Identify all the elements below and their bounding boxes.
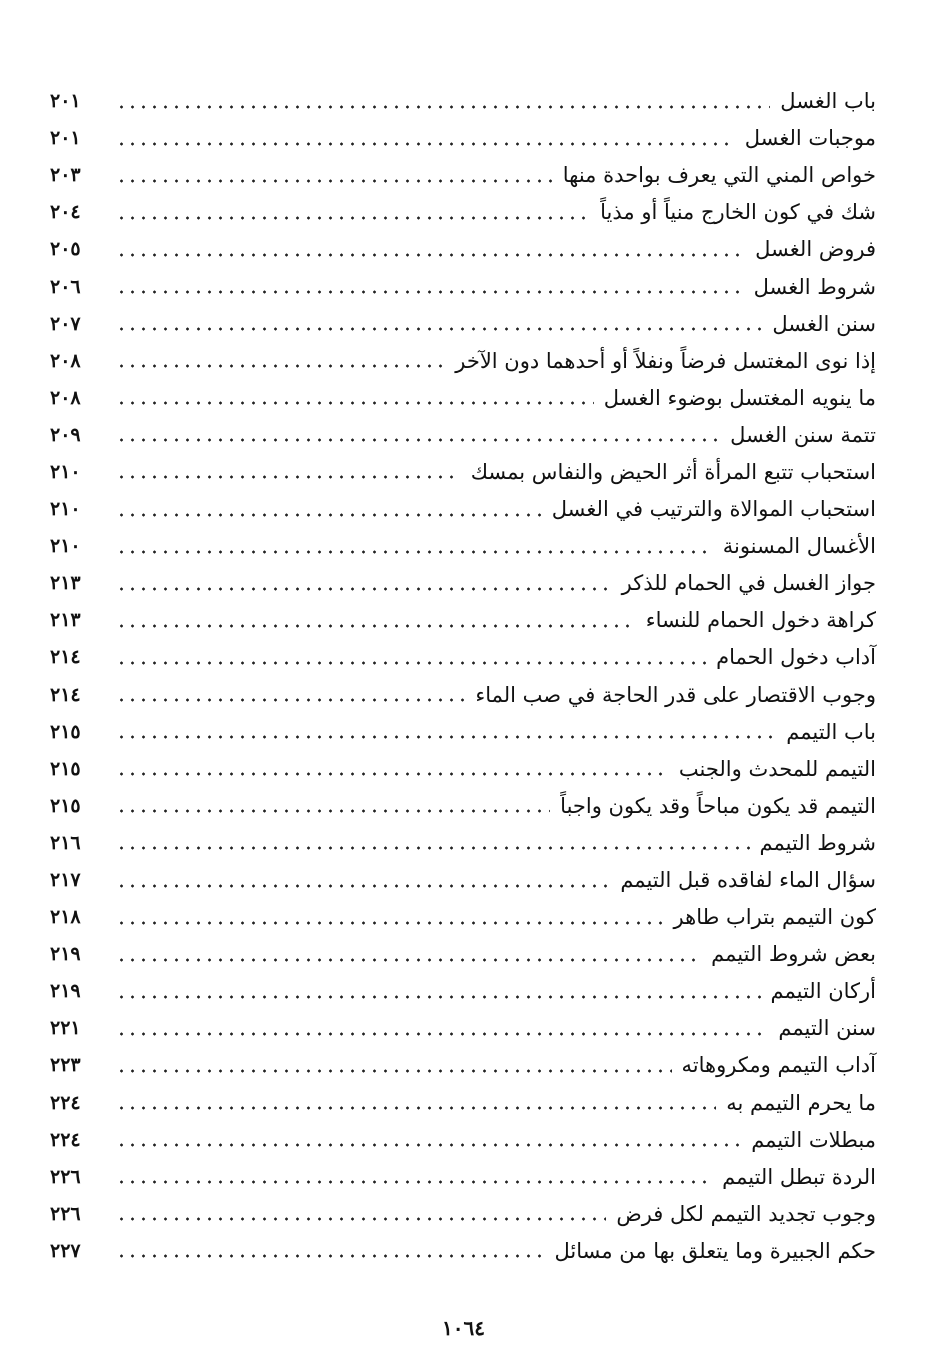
- dot-leader: [116, 550, 713, 554]
- toc-entry-page-number: ٢١٠: [50, 498, 81, 521]
- toc-entry-page-number: ٢٢٤: [50, 1128, 81, 1151]
- toc-entry: [50, 83, 876, 120]
- toc-entry: [50, 194, 876, 231]
- toc-entry: [50, 936, 876, 973]
- toc-entry-title: الردة تبطل التيمم: [722, 1164, 876, 1189]
- toc-entry-page-number: ٢١٦: [50, 831, 81, 854]
- dot-leader: [116, 735, 776, 739]
- toc-entry-title: وجوب تجديد التيمم لكل فرض: [616, 1201, 876, 1226]
- toc-entry-title: مبطلات التيمم: [751, 1127, 876, 1152]
- toc-entry-page-number: ٢١٧: [50, 869, 81, 892]
- toc-entry-title: باب التيمم: [786, 719, 876, 744]
- dot-leader: [116, 475, 461, 479]
- toc-entry-title: فروض الغسل: [755, 237, 876, 262]
- toc-entry-page-number: ٢٢١: [50, 1017, 81, 1040]
- dot-leader: [116, 253, 745, 257]
- dot-leader: [116, 513, 542, 517]
- toc-entry-page-number: ٢١٤: [50, 683, 81, 706]
- dot-leader: [116, 846, 750, 850]
- toc-entry: [50, 528, 876, 565]
- toc-entry-page-number: ٢١٩: [50, 980, 81, 1003]
- toc-entry: [50, 268, 876, 305]
- dot-leader: [116, 438, 720, 442]
- toc-entry: [50, 380, 876, 417]
- toc-entry-title: كون التيمم بتراب طاهر: [673, 905, 876, 930]
- toc-entry: [50, 306, 876, 343]
- dot-leader: [116, 216, 590, 220]
- toc-entry-title: خواص المني التي يعرف بواحدة منها: [562, 163, 876, 188]
- toc-entry-title: سنن التيمم: [778, 1016, 876, 1041]
- dot-leader: [116, 142, 735, 146]
- dot-leader: [116, 884, 610, 888]
- toc-entry-page-number: ٢١٩: [50, 943, 81, 966]
- toc-entry: [50, 120, 876, 157]
- toc-entry: [50, 714, 876, 751]
- dot-leader: [116, 179, 553, 183]
- toc-entry: [50, 1085, 876, 1122]
- toc-entry-page-number: ٢٢٧: [50, 1239, 81, 1262]
- toc-entry-title: إذا نوى المغتسل فرضاً ونفلاً أو أحدهما دون الآخر: [455, 348, 876, 373]
- toc-entry-title: كراهة دخول الحمام للنساء: [645, 608, 876, 633]
- toc-entry: [50, 1047, 876, 1084]
- dot-leader: [116, 105, 770, 109]
- table-of-contents: [50, 83, 876, 1270]
- toc-entry-page-number: ٢١٨: [50, 906, 81, 929]
- toc-entry-title: آداب التيمم ومكروهاته: [681, 1053, 876, 1078]
- toc-entry-title: جواز الغسل في الحمام للذكر: [621, 571, 876, 596]
- toc-entry: [50, 751, 876, 788]
- toc-entry-title: وجوب الاقتصار على قدر الحاجة في صب الماء: [475, 682, 876, 707]
- dot-leader: [116, 327, 762, 331]
- dot-leader: [116, 624, 636, 628]
- toc-entry-page-number: ٢١٣: [50, 572, 81, 595]
- toc-entry: [50, 825, 876, 862]
- dot-leader: [116, 995, 761, 999]
- dot-leader: [116, 401, 594, 405]
- dot-leader: [116, 1143, 741, 1147]
- toc-entry-title: ما ينويه المغتسل بوضوء الغسل: [603, 385, 876, 410]
- toc-entry-page-number: ٢٢٣: [50, 1054, 81, 1077]
- dot-leader: [116, 698, 465, 702]
- toc-entry-title: شك في كون الخارج منياً أو مذياً: [600, 200, 876, 225]
- toc-entry: [50, 454, 876, 491]
- toc-entry-page-number: ٢٢٦: [50, 1202, 81, 1225]
- toc-entry-title: تتمة سنن الغسل: [730, 422, 876, 447]
- toc-entry-page-number: ٢٢٤: [50, 1091, 81, 1114]
- toc-entry-page-number: ٢٠١: [50, 127, 81, 150]
- dot-leader: [116, 1254, 544, 1258]
- toc-entry-page-number: ٢٠٨: [50, 386, 81, 409]
- toc-entry-title: التيمم قد يكون مباحاً وقد يكون واجباً: [560, 793, 876, 818]
- toc-entry: [50, 602, 876, 639]
- dot-leader: [116, 1069, 672, 1073]
- toc-entry-page-number: ٢٠٧: [50, 312, 81, 335]
- toc-entry-page-number: ٢١٤: [50, 646, 81, 669]
- toc-entry: [50, 343, 876, 380]
- toc-entry: [50, 639, 876, 676]
- toc-entry-title: حكم الجبيرة وما يتعلق بها من مسائل: [554, 1238, 876, 1263]
- toc-entry-page-number: ٢٠٤: [50, 201, 81, 224]
- toc-entry: [50, 788, 876, 825]
- toc-entry-page-number: ٢١٣: [50, 609, 81, 632]
- toc-entry: [50, 1233, 876, 1270]
- toc-entry-page-number: ٢١٥: [50, 757, 81, 780]
- page-number-footer: ١٠٦٤: [442, 1316, 485, 1340]
- toc-entry: [50, 417, 876, 454]
- toc-entry-title: سؤال الماء لفاقده قبل التيمم: [620, 868, 876, 893]
- dot-leader: [116, 290, 744, 294]
- toc-entry-page-number: ٢٠٣: [50, 164, 81, 187]
- dot-leader: [116, 1217, 606, 1221]
- toc-entry-page-number: ٢١٠: [50, 535, 81, 558]
- dot-leader: [116, 772, 669, 776]
- toc-entry: [50, 565, 876, 602]
- toc-entry-title: التيمم للمحدث والجنب: [678, 756, 876, 781]
- toc-entry-title: شروط التيمم: [759, 830, 876, 855]
- dot-leader: [116, 364, 445, 368]
- toc-entry-title: باب الغسل: [780, 89, 876, 114]
- toc-entry-page-number: ٢١٠: [50, 460, 81, 483]
- toc-entry-title: شروط الغسل: [753, 274, 876, 299]
- dot-leader: [116, 1106, 716, 1110]
- toc-entry-page-number: ٢٢٦: [50, 1165, 81, 1188]
- toc-entry: [50, 677, 876, 714]
- toc-entry: [50, 1196, 876, 1233]
- toc-entry: [50, 157, 876, 194]
- toc-entry-page-number: ٢٠٨: [50, 349, 81, 372]
- toc-entry-title: ما يحرم التيمم به: [726, 1090, 876, 1115]
- toc-entry-title: سنن الغسل: [772, 311, 876, 336]
- dot-leader: [116, 958, 701, 962]
- toc-entry-page-number: ٢١٥: [50, 794, 81, 817]
- toc-entry-title: استحباب تتبع المرأة أثر الحيض والنفاس بمسك: [470, 459, 876, 484]
- toc-entry: [50, 491, 876, 528]
- toc-entry-title: أركان التيمم: [770, 979, 876, 1004]
- toc-entry: [50, 1122, 876, 1159]
- dot-leader: [116, 809, 550, 813]
- toc-entry-page-number: ٢٠١: [50, 90, 81, 113]
- dot-leader: [116, 661, 706, 665]
- toc-entry-page-number: ٢٠٩: [50, 423, 81, 446]
- toc-entry-title: بعض شروط التيمم: [711, 942, 876, 967]
- toc-entry: [50, 973, 876, 1010]
- dot-leader: [116, 587, 612, 591]
- dot-leader: [116, 1180, 712, 1184]
- toc-entry: [50, 862, 876, 899]
- toc-entry: [50, 1159, 876, 1196]
- toc-entry-title: استحباب الموالاة والترتيب في الغسل: [551, 497, 876, 522]
- toc-entry: [50, 899, 876, 936]
- toc-entry-title: آداب دخول الحمام: [716, 645, 876, 670]
- toc-entry: [50, 231, 876, 268]
- toc-entry-title: موجبات الغسل: [744, 126, 876, 151]
- dot-leader: [116, 921, 664, 925]
- dot-leader: [116, 1032, 768, 1036]
- toc-entry-page-number: ٢٠٥: [50, 238, 81, 261]
- toc-entry-title: الأغسال المسنونة: [722, 534, 876, 559]
- toc-entry-page-number: ٢١٥: [50, 720, 81, 743]
- toc-entry-page-number: ٢٠٦: [50, 275, 81, 298]
- toc-entry: [50, 1010, 876, 1047]
